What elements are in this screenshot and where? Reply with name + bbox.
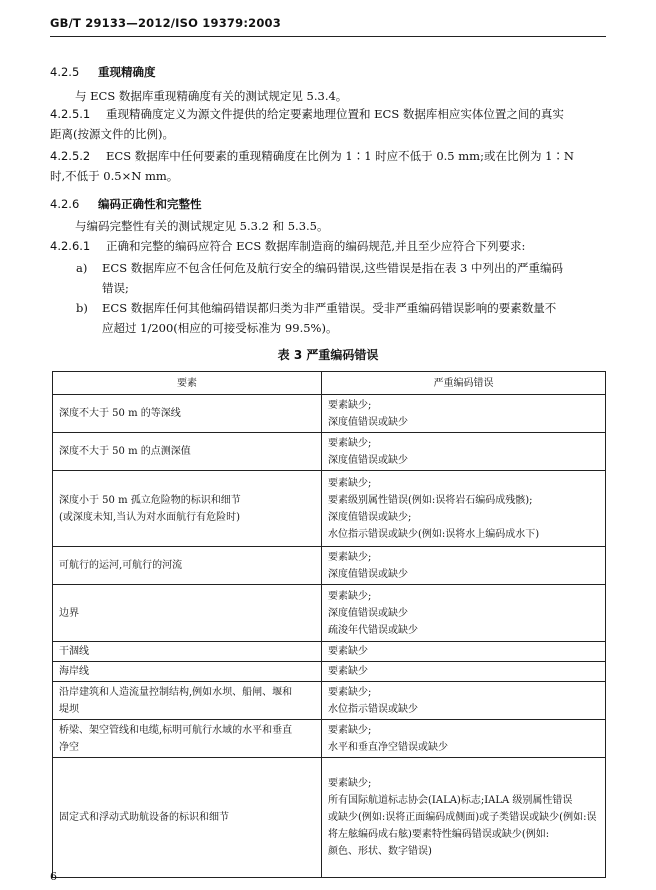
standard-code-header: GB/T 29133—2012/ISO 19379:2003 — [50, 16, 281, 30]
clause-line: 重现精确度定义为源文件提供的给定要素地理位置和 ECS 数据库相应实体位置之间的真实 — [106, 107, 564, 121]
list-item-b — [76, 298, 610, 338]
feature-cell: 可航行的运河,可航行的河流 — [53, 547, 322, 585]
feature-cell: 边界 — [53, 585, 322, 642]
feature-cell: 深度不大于 50 m 的等深线 — [53, 395, 322, 433]
feature-cell: 沿岸建筑和人造流量控制结构,例如水坝、船闸、堰和 堤坝 — [53, 682, 322, 720]
list-line: ECS 数据库应不包含任何危及航行安全的编码错误,这些错误是指在表 3 中列出的严重编码 — [102, 261, 564, 275]
errors-cell: 要素缺少 — [322, 642, 606, 662]
feature-cell: 干涸线 — [53, 642, 322, 662]
clause-4-2-6-1 — [50, 236, 610, 256]
clause-number: 4.2.6.1 — [50, 239, 91, 253]
clause-4-2-5-2 — [50, 146, 610, 186]
section-number: 4.2.6 — [50, 197, 80, 211]
errors-cell: 要素缺少; 水位指示错误或缺少 — [322, 682, 606, 720]
table-row — [53, 682, 606, 720]
list-item-a — [76, 258, 610, 298]
list-label: a) — [76, 261, 88, 275]
errors-cell: 要素缺少; 深度值错误或缺少 疏浚年代错误或缺少 — [322, 585, 606, 642]
errors-cell: 要素缺少 — [322, 662, 606, 682]
clause-number: 4.2.5.2 — [50, 149, 91, 163]
header-rule — [50, 36, 606, 37]
list-line: ECS 数据库任何其他编码错误都归类为非严重错误。受非严重编码错误影响的要素数量不 — [102, 301, 557, 315]
clause-line: 正确和完整的编码应符合 ECS 数据库制造商的编码规范,并且至少应符合下列要求: — [106, 239, 526, 253]
errors-cell: 要素缺少; 水平和垂直净空错误或缺少 — [322, 720, 606, 758]
column-header-feature: 要素 — [53, 372, 322, 395]
section-4-2-6-intro: 与编码完整性有关的测试规定见 5.3.2 和 5.3.5。 — [75, 219, 329, 233]
section-title: 编码正确性和完整性 — [98, 197, 202, 211]
clause-4-2-5-1 — [50, 104, 610, 144]
table-row — [53, 720, 606, 758]
table-row — [53, 758, 606, 878]
table-row — [53, 471, 606, 547]
table-row — [53, 642, 606, 662]
table-row — [53, 433, 606, 471]
feature-cell: 海岸线 — [53, 662, 322, 682]
section-4-2-5-intro: 与 ECS 数据库重现精确度有关的测试规定见 5.3.4。 — [75, 89, 348, 103]
list-line: 应超过 1/200(相应的可接受标准为 99.5%)。 — [102, 321, 338, 335]
errors-cell: 要素缺少; 要素级别属性错误(例如:误将岩石编码成残骸); 深度值错误或缺少; 水位指示错误或缺少(例如:误将水上编码成水下) — [322, 471, 606, 547]
errors-cell: 要素缺少; 深度值错误或缺少 — [322, 433, 606, 471]
critical-coding-errors-table — [52, 371, 606, 878]
list-line: 错误; — [102, 281, 129, 295]
section-number: 4.2.5 — [50, 65, 80, 79]
list-label: b) — [76, 301, 88, 315]
errors-cell: 要素缺少; 深度值错误或缺少 — [322, 547, 606, 585]
clause-line: 距离(按源文件的比例)。 — [50, 127, 174, 141]
section-4-2-5-heading — [50, 64, 156, 80]
section-4-2-6-heading — [50, 196, 202, 212]
table-caption: 表 3 严重编码错误 — [277, 348, 379, 362]
clause-line: 时,不低于 0.5×N mm。 — [50, 169, 179, 183]
table-row — [53, 395, 606, 433]
table-row — [53, 662, 606, 682]
errors-cell: 要素缺少; 深度值错误或缺少 — [322, 395, 606, 433]
clause-line: ECS 数据库中任何要素的重现精确度在比例为 1∶1 时应不低于 0.5 mm;或在比例为 1∶N — [106, 149, 574, 163]
feature-cell: 深度不大于 50 m 的点测深值 — [53, 433, 322, 471]
column-header-errors: 严重编码错误 — [322, 372, 606, 395]
table-header-row — [53, 372, 606, 395]
errors-cell: 要素缺少; 所有国际航道标志协会(IALA)标志;IALA 级别属性错误 或缺少(例如:误将正面编码成侧面)或子类错误或缺少(例如:误将左舷编码成右舷)要素特性编码错误或缺少(例如: 颜色、形状、数字错误) — [322, 758, 606, 878]
feature-cell: 固定式和浮动式助航设备的标识和细节 — [53, 758, 322, 878]
section-title: 重现精确度 — [98, 65, 156, 79]
table-row — [53, 547, 606, 585]
table-row — [53, 585, 606, 642]
page-number: 6 — [50, 870, 57, 883]
feature-cell: 深度小于 50 m 孤立危险物的标识和细节 (或深度未知,当认为对水面航行有危险时) — [53, 471, 322, 547]
clause-number: 4.2.5.1 — [50, 107, 91, 121]
feature-cell: 桥梁、架空管线和电缆,标明可航行水域的水平和垂直 净空 — [53, 720, 322, 758]
